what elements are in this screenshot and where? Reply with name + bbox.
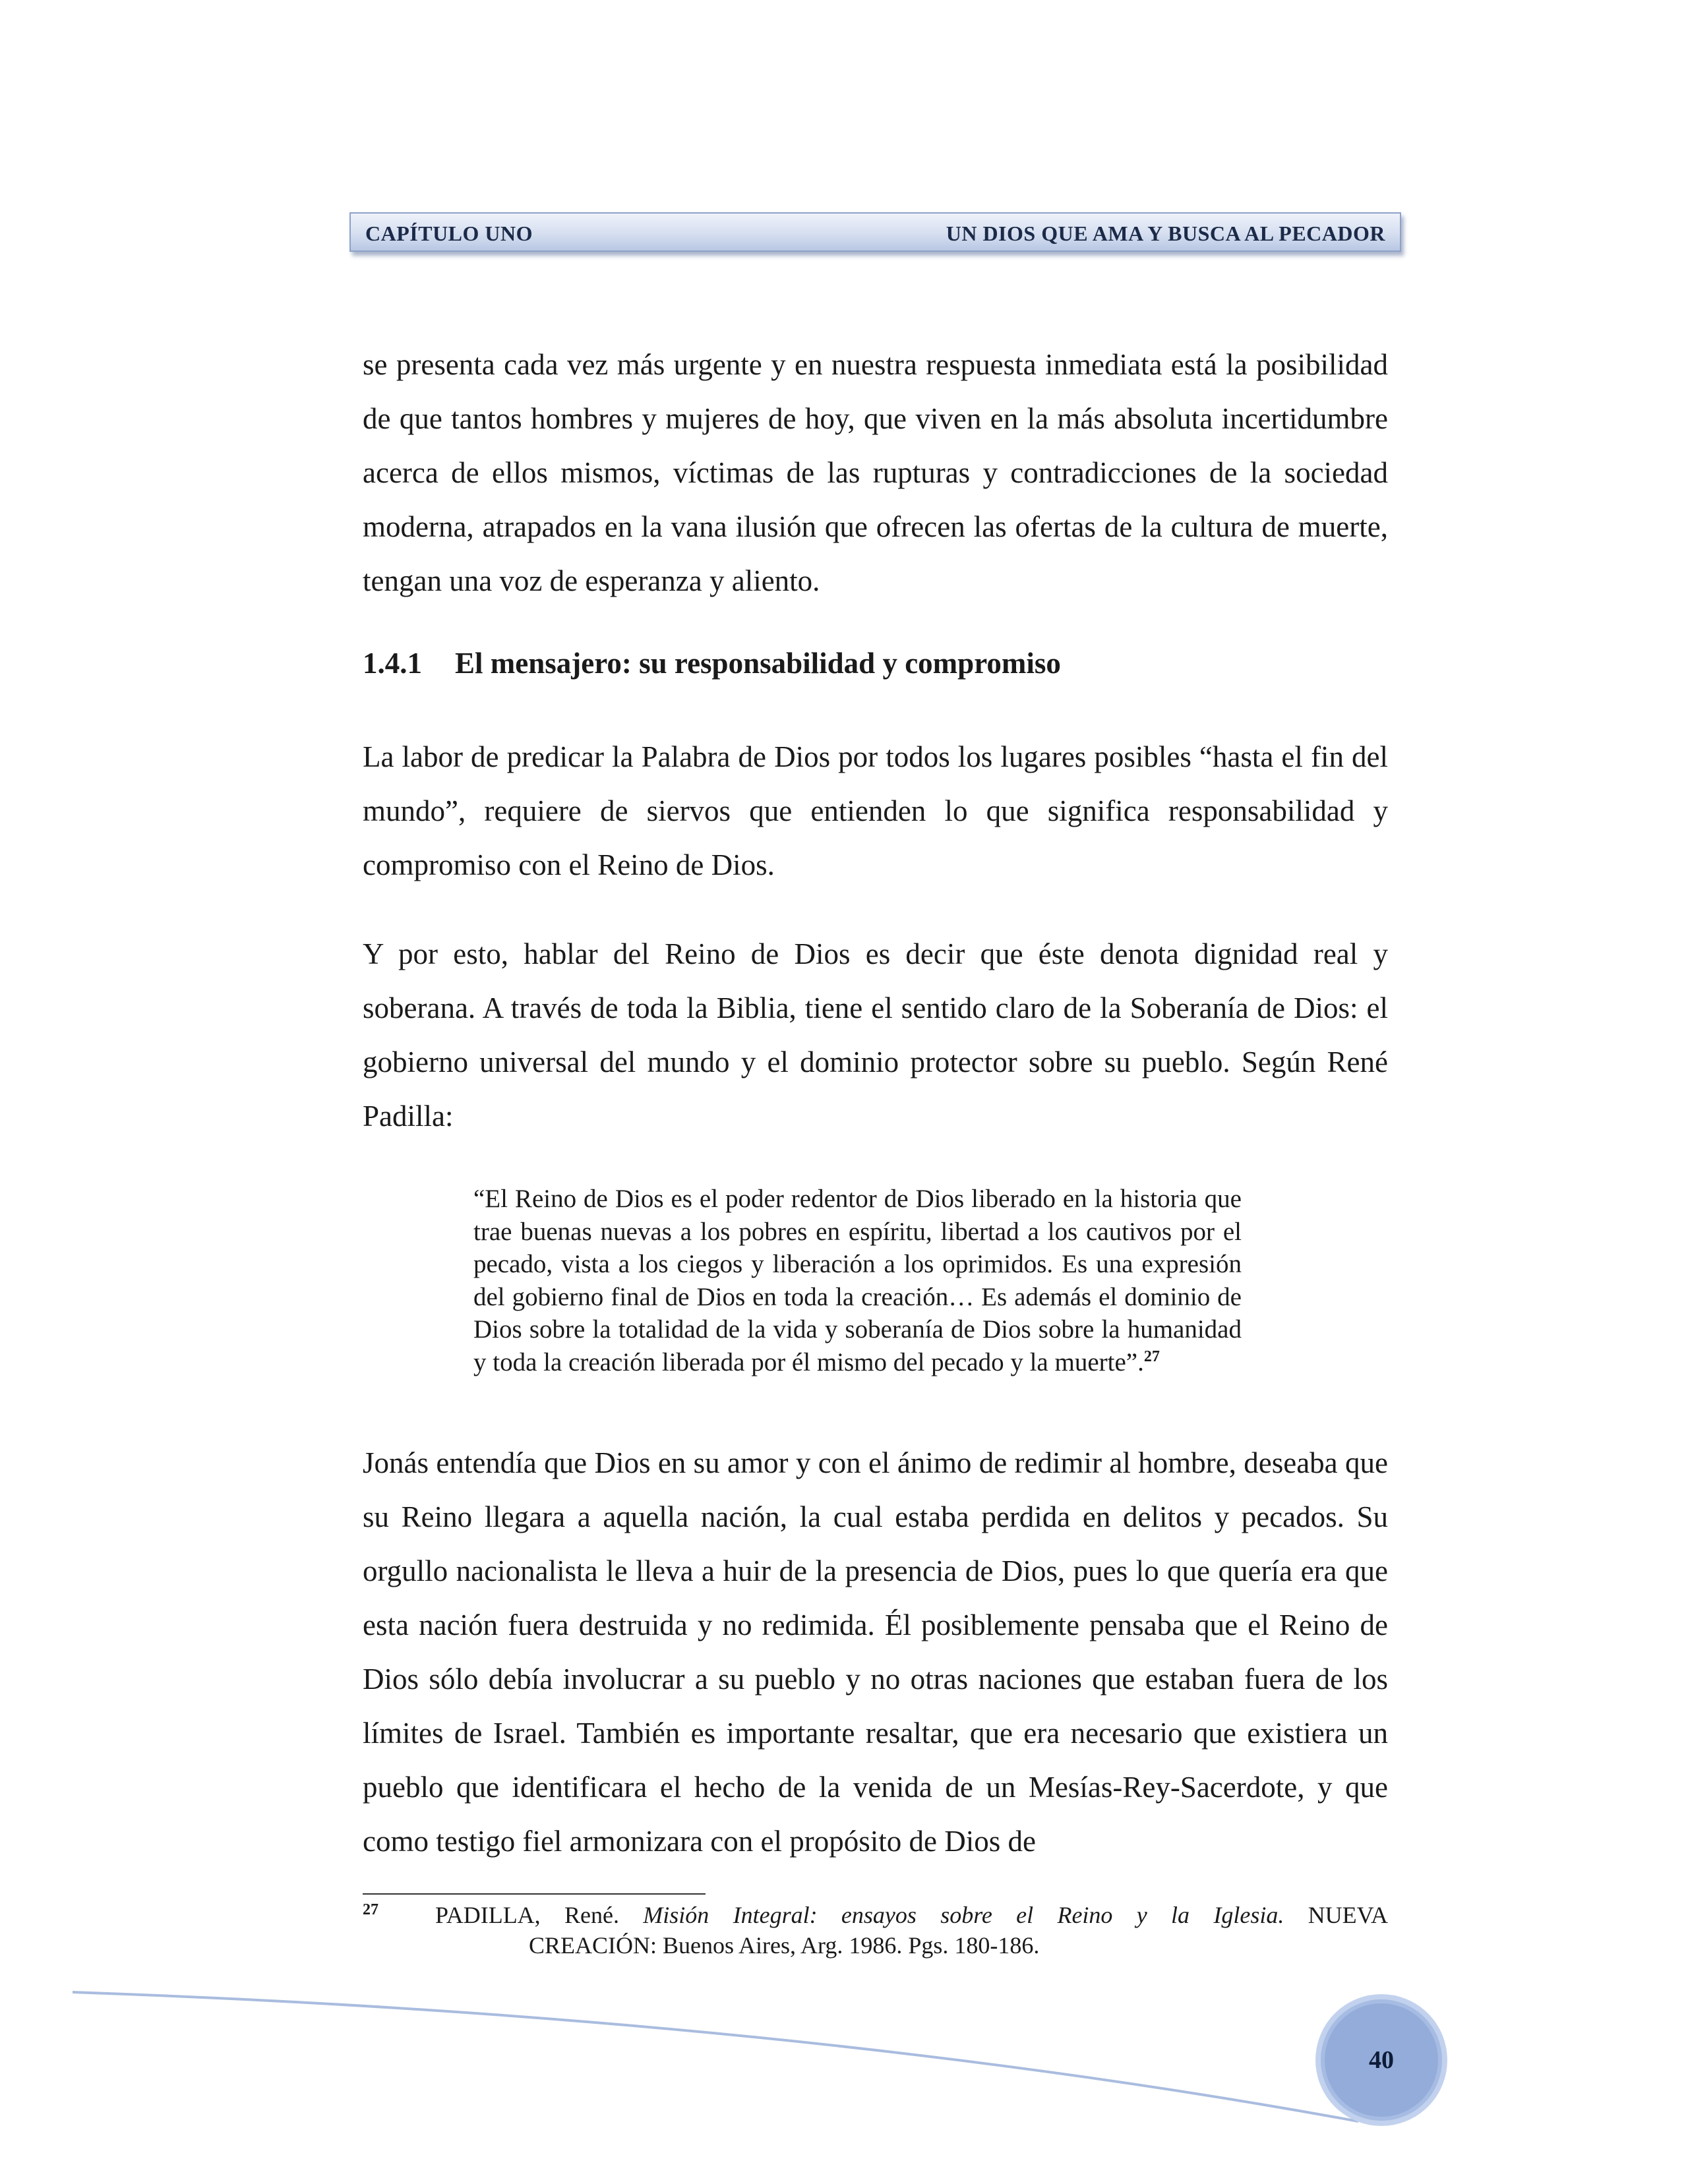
page-number-badge <box>1315 1994 1447 2126</box>
section-number: 1.4.1 <box>363 647 422 680</box>
footnote-reference[interactable]: 27 <box>1143 1347 1160 1365</box>
paragraph-1: se presenta cada vez más urgente y en nuestra respuesta inmediata está la posibilidad de que tantos hombres y mujeres de hoy, que viven en la más absoluta incertidumbre acerca de ellos mismos, víctimas de las rupturas y contradicciones de la sociedad moderna, atrapados en la vana ilusión que ofrecen las ofertas de la cultura de muerte, tengan una voz de esperanza y aliento. <box>363 348 1388 597</box>
paragraph-4: Jonás entendía que Dios en su amor y con el ánimo de redimir al hombre, deseaba que su Reino llegara a aquella nación, la cual estaba perdida en delitos y pecados. Su orgullo nacionalista le lleva a huir de la presencia de Dios, pues lo que quería era que esta nación fuera destruida y no redimida. Él posiblemente pensaba que el Reino de Dios sólo debía involucrar a su pueblo y no otras naciones que estaban fuera de los límites de Israel. También es importante resaltar, que era necesario que existiera un pueblo que identificara el hecho de la venida de un Mesías-Rey-Sacerdote, y que como testigo fiel armonizara con el propósito de Dios de <box>363 1446 1388 1858</box>
footnote-line-2: CREACIÓN: Buenos Aires, Arg. 1986. Pgs. 180-186. <box>529 1932 1040 1959</box>
footnote-title: Misión Integral: ensayos sobre el Reino y la Iglesia. <box>643 1902 1284 1928</box>
footnote-publisher: NUEVA <box>1308 1902 1389 1928</box>
paragraph-2: La labor de predicar la Palabra de Dios por todos los lugares posibles “hasta el fin del mundo”, requiere de siervos que entienden lo que significa responsabilidad y compromiso con el Reino de Dios. <box>363 740 1388 881</box>
section-title: El mensajero: su responsabilidad y compromiso <box>455 647 1061 680</box>
paragraph-3: Y por esto, hablar del Reino de Dios es decir que éste denota dignidad real y soberana. A través de toda la Biblia, tiene el sentido claro de la Soberanía de Dios: el gobierno universal del mundo y el dominio protector sobre su pueblo. Según René Padilla: <box>363 937 1388 1133</box>
page-number: 40 <box>1369 2046 1394 2074</box>
footnote-marker: 27 <box>363 1901 378 1918</box>
footnote-author: PADILLA, René. <box>435 1902 619 1928</box>
quote-text: “El Reino de Dios es el poder redentor de Dios liberado en la historia que trae buenas nuevas a los pobres en espíritu, libertad a los cautivos por el pecado, vista a los ciegos y liberación a los oprimidos. Es una expresión del gobierno final de Dios en toda la creación… Es además el dominio de Dios sobre la totalidad de la vida y soberanía de Dios sobre la humanidad y toda la creación liberada por él mismo del pecado y la muerte”. <box>473 1185 1242 1376</box>
chapter-label: CAPÍTULO UNO <box>365 221 533 245</box>
chapter-title: UN DIOS QUE AMA Y BUSCA AL PECADOR <box>946 221 1385 245</box>
footer-curve <box>73 1992 1358 2121</box>
